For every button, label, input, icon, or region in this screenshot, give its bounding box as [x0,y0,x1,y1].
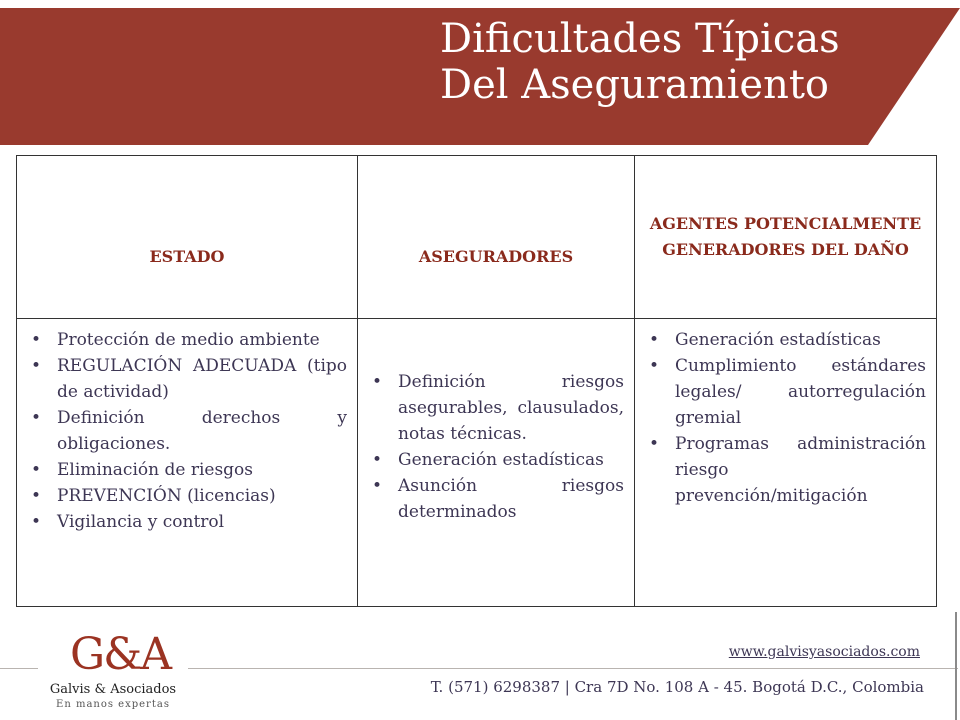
aseguradores-list [368,369,624,525]
list-item: • PREVENCIÓN (licencias) [27,483,347,509]
list-item: • Asunción riesgos determinados [368,473,624,525]
website-link[interactable]: www.galvisyasociados.com [728,644,920,660]
cell-estado [17,319,358,607]
list-item: • Definición derechos y obligaciones. [27,405,347,457]
right-edge-rule [955,612,957,720]
logo-mark: G&A [69,629,171,680]
header-aseguradores: ASEGURADORES [358,156,635,319]
list-item: • Cumplimiento estándares legales/ autorregulación gremial [645,353,926,431]
table-body-row [17,319,937,607]
header-estado: ESTADO [17,156,358,319]
title-line-1: Dificultades Típicas [440,16,840,62]
logo-tagline: En manos expertas [56,699,170,710]
list-item: • Protección de medio ambiente [27,327,347,353]
footer-divider-left [0,668,38,669]
list-item: • Definición riesgos asegurables, clausulados, notas técnicas. [368,369,624,447]
estado-list [27,327,347,535]
contact-address: T. (571) 6298387 | Cra 7D No. 108 A - 45. Bogotá D.C., Colombia [430,678,924,696]
list-item: • Generación estadísticas [645,327,926,353]
cell-agentes [635,319,937,607]
page-title [440,16,840,108]
company-logo [38,630,188,712]
table-header-row [17,156,937,319]
list-item: • Vigilancia y control [27,509,347,535]
footer-divider [188,668,958,669]
difficulties-table [16,155,937,607]
list-item: • Eliminación de riesgos [27,457,347,483]
list-item: • Generación estadísticas [368,447,624,473]
agentes-list [645,327,926,509]
cell-aseguradores [358,319,635,607]
list-item: • Programas administración riesgo prevención/mitigación [645,431,926,509]
header-agentes: AGENTES POTENCIALMENTE GENERADORES DEL DAÑO [635,156,937,319]
list-item: • REGULACIÓN ADECUADA (tipo de actividad) [27,353,347,405]
logo-company-name: Galvis & Asociados [49,682,177,697]
title-line-2: Del Aseguramiento [440,62,829,108]
